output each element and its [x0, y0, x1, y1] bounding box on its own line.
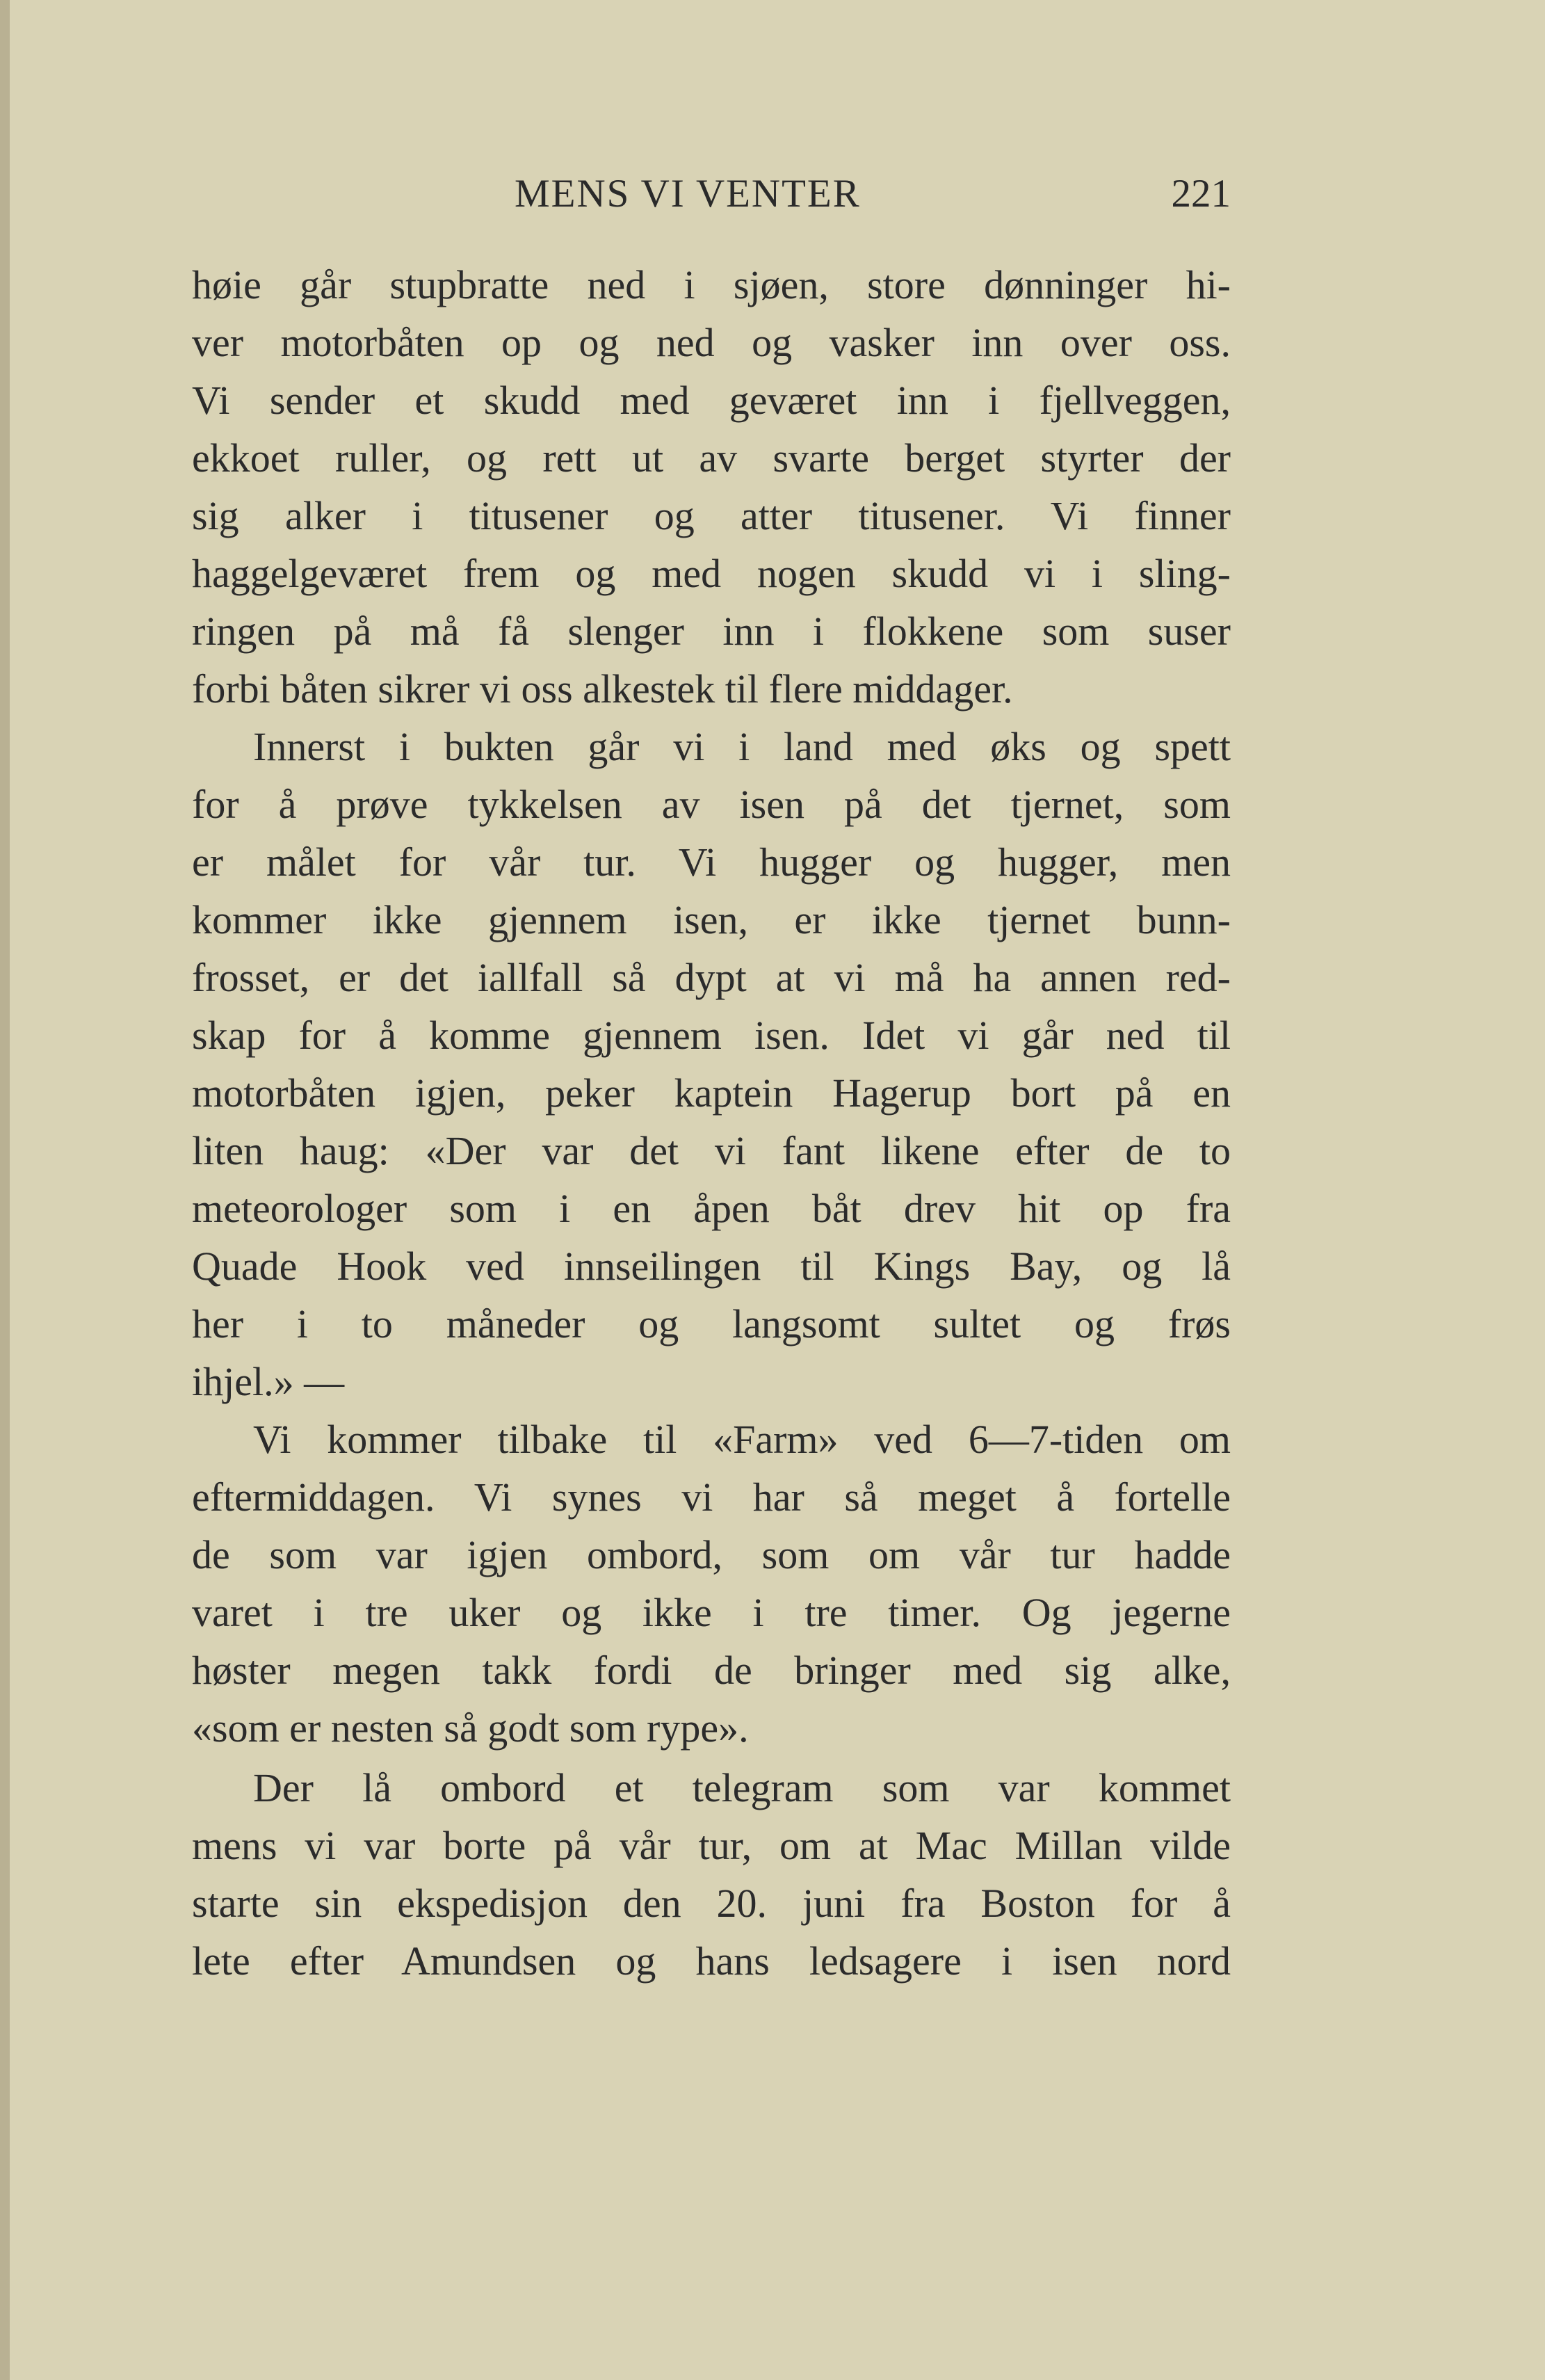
text-line: kommer ikke gjennem isen, er ikke tjernet bunn-	[192, 897, 1231, 942]
text-line: starte sin ekspedisjon den 20. juni fra Boston for å	[192, 1881, 1231, 1926]
text-line: liten haug: «Der var det vi fant likene efter de to	[192, 1128, 1231, 1173]
paragraph	[192, 718, 1231, 1410]
paragraph	[192, 1759, 1231, 1990]
text-line: lete efter Amundsen og hans ledsagere i isen nord	[192, 1938, 1231, 1984]
text-line: ekkoet ruller, og rett ut av svarte berget styrter der	[192, 435, 1231, 481]
text-line: her i to måneder og langsomt sultet og frøs	[192, 1301, 1231, 1346]
text-line: ringen på må få slenger inn i flokkene som suser	[192, 609, 1231, 654]
text-line: høie går stupbratte ned i sjøen, store dønninger hi-	[192, 262, 1231, 307]
text-line: ihjel.» —	[192, 1359, 345, 1404]
text-line: de som var igjen ombord, som om vår tur hadde	[192, 1532, 1231, 1577]
text-line: for å prøve tykkelsen av isen på det tjernet, som	[192, 782, 1231, 827]
text-line: høster megen takk fordi de bringer med sig alke,	[192, 1648, 1231, 1693]
text-line: mens vi var borte på vår tur, om at Mac Millan vilde	[192, 1823, 1231, 1868]
text-line: Innerst i bukten går vi i land med øks og spett	[253, 724, 1231, 769]
text-line: haggelgeværet frem og med nogen skudd vi i sling-	[192, 551, 1231, 596]
text-line: eftermiddagen. Vi synes vi har så meget å fortelle	[192, 1474, 1231, 1520]
text-line: Vi sender et skudd med geværet inn i fjellveggen,	[192, 378, 1231, 423]
text-line: frosset, er det iallfall så dypt at vi må ha annen red-	[192, 955, 1231, 1000]
page-binding-edge	[0, 0, 10, 2380]
text-line: er målet for vår tur. Vi hugger og hugger, men	[192, 839, 1231, 885]
text-line: «som er nesten så godt som rype».	[192, 1705, 749, 1751]
text-line: sig alker i titusener og atter titusener. Vi finner	[192, 493, 1231, 538]
text-line: Der lå ombord et telegram som var kommet	[253, 1765, 1231, 1810]
page-header	[192, 171, 1231, 227]
text-line: forbi båten sikrer vi oss alkestek til flere middager.	[192, 666, 1013, 711]
paragraph	[192, 1410, 1231, 1757]
text-line: varet i tre uker og ikke i tre timer. Og jegerne	[192, 1590, 1231, 1635]
text-line: Quade Hook ved innseilingen til Kings Bay, og lå	[192, 1244, 1231, 1289]
text-line: meteorologer som i en åpen båt drev hit op fra	[192, 1186, 1231, 1231]
text-line: Vi kommer tilbake til «Farm» ved 6—7-tiden om	[253, 1417, 1231, 1462]
text-line: skap for å komme gjennem isen. Idet vi går ned til	[192, 1013, 1231, 1058]
body-text	[192, 256, 1231, 1990]
text-line: motorbåten igjen, peker kaptein Hagerup bort på en	[192, 1070, 1231, 1116]
paragraph	[192, 256, 1231, 718]
text-line: ver motorbåten op og ned og vasker inn over oss.	[192, 320, 1231, 365]
page-number: 221	[1171, 172, 1231, 216]
running-head: MENS VI VENTER	[515, 172, 861, 216]
